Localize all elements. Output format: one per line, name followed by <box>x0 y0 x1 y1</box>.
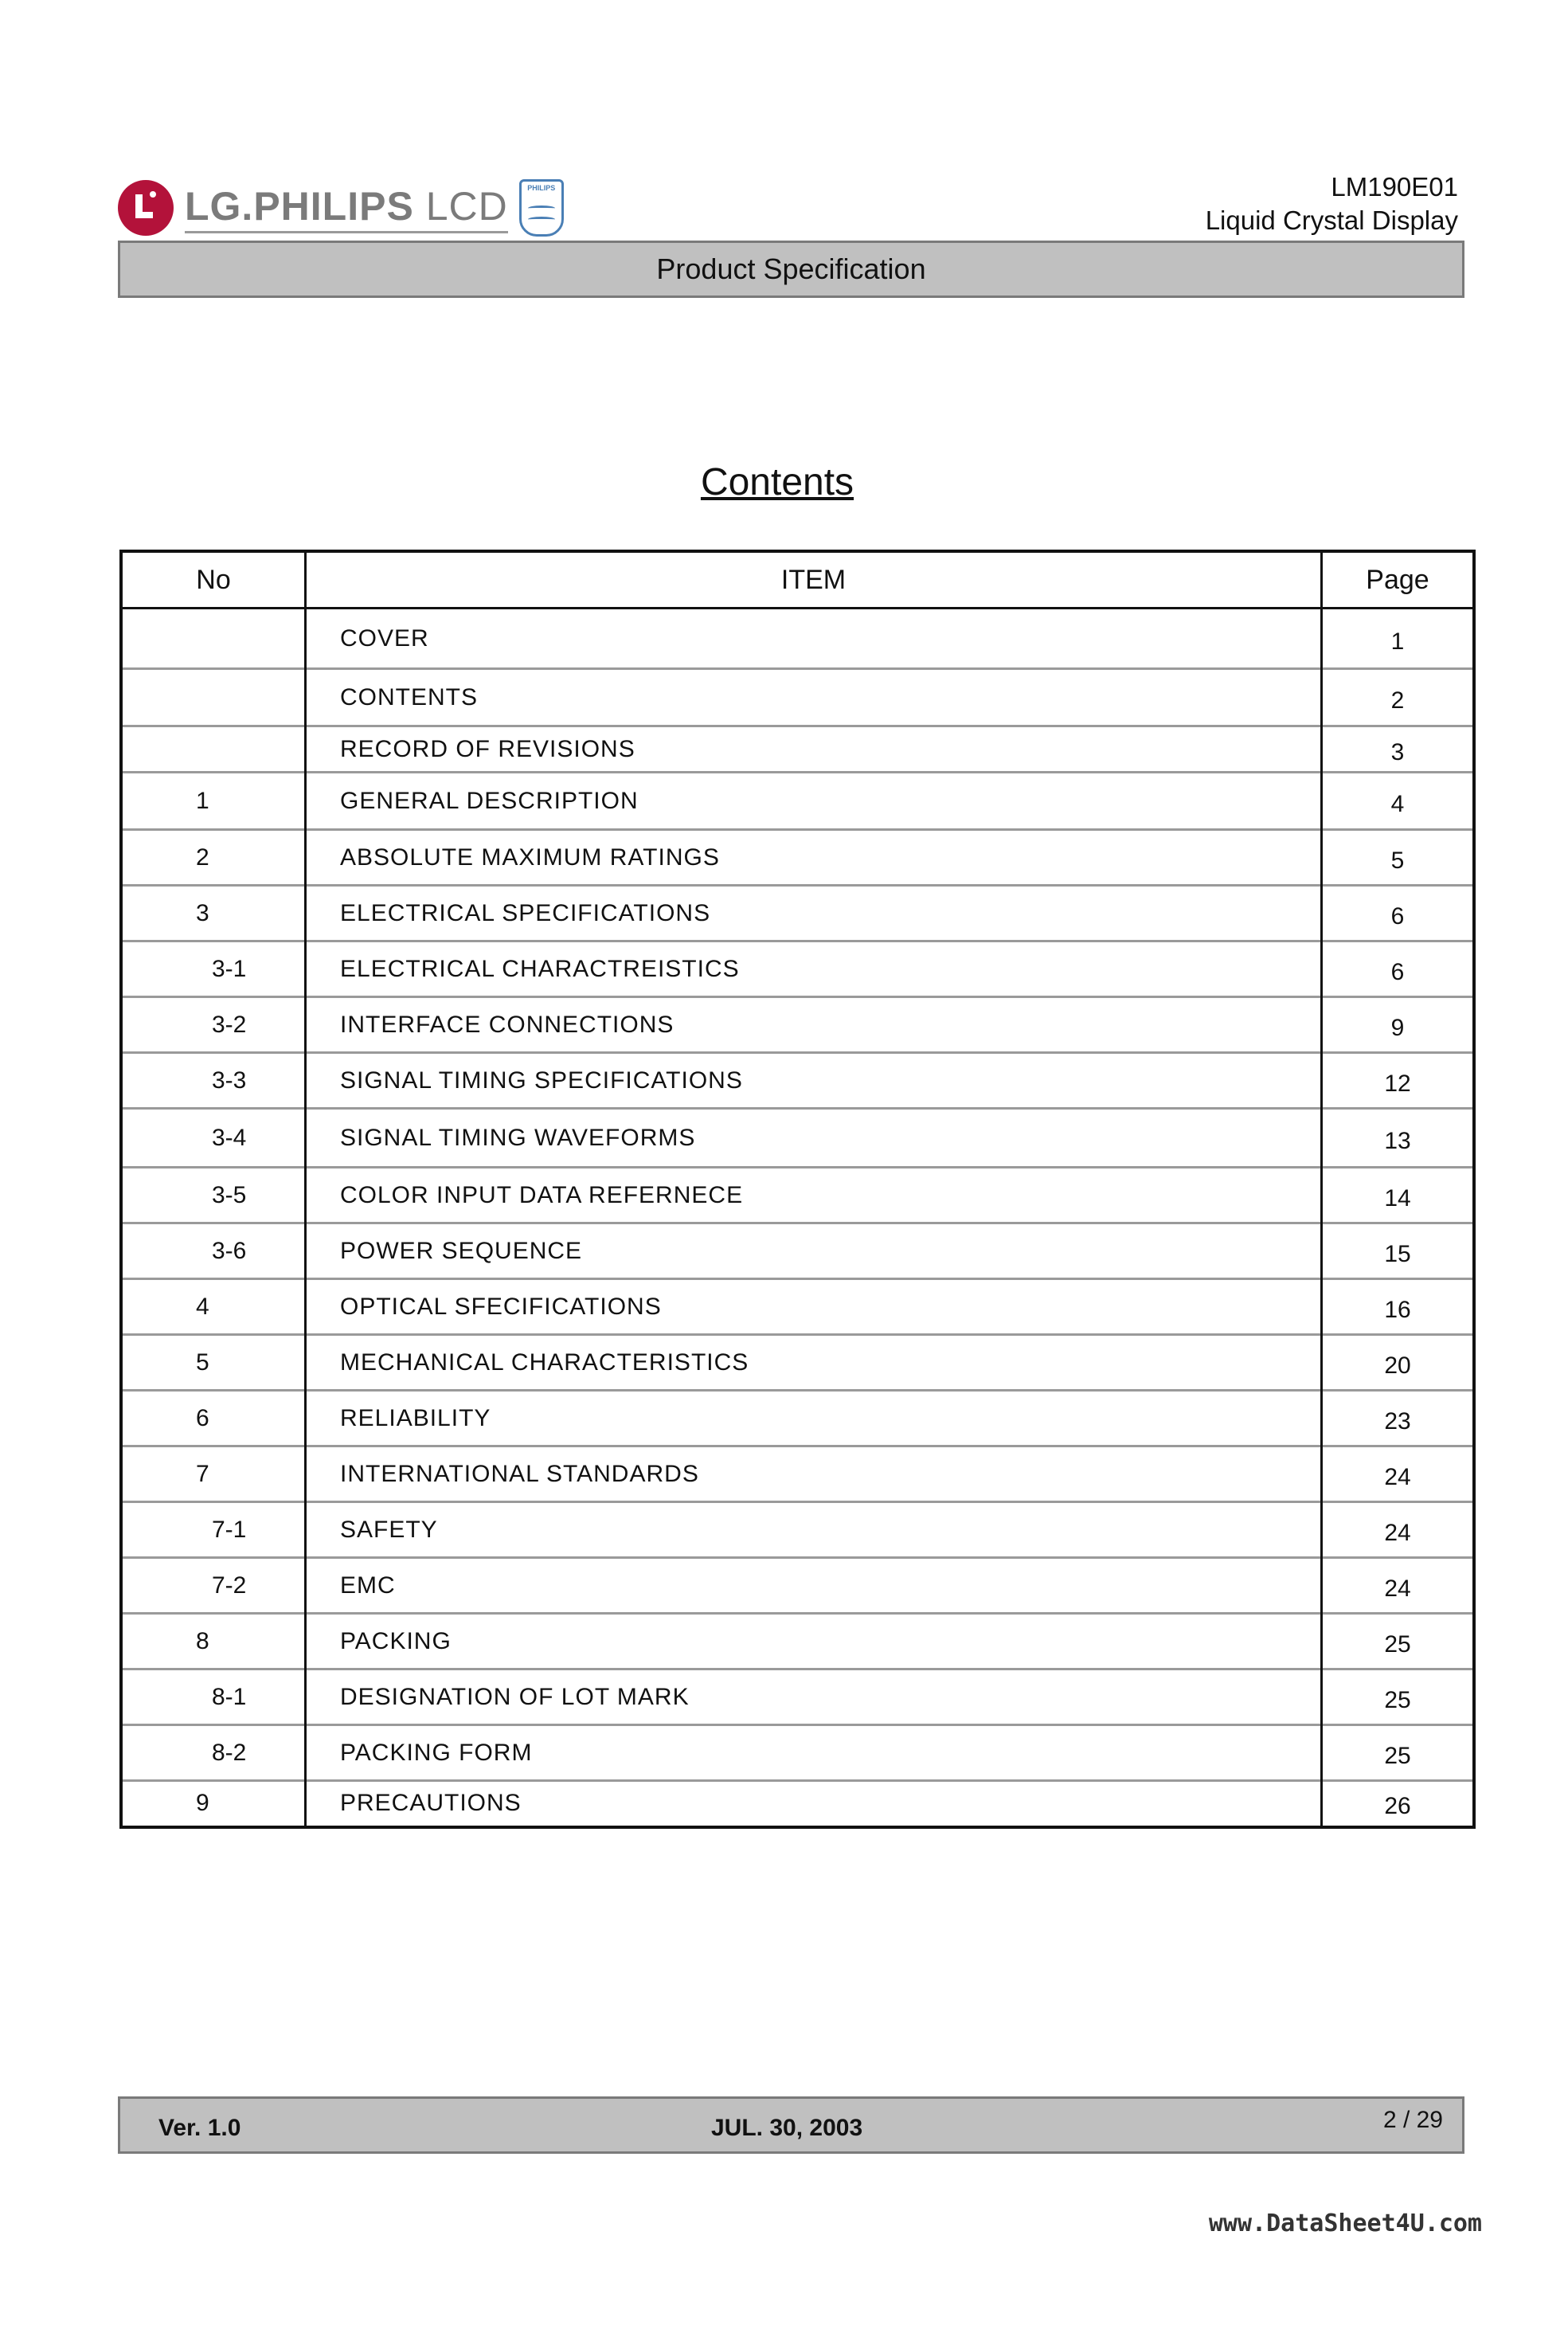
table-row <box>121 669 1474 726</box>
logo-suffix: LCD <box>425 183 508 229</box>
page-indicator: 2 / 29 <box>1382 2107 1443 2133</box>
product-type: Liquid Crystal Display <box>1205 206 1458 235</box>
row-page: 16 <box>1322 1279 1475 1335</box>
row-number: 3-5 <box>121 1168 306 1223</box>
row-item: INTERNATIONAL STANDARDS <box>306 1446 1322 1502</box>
row-page: 25 <box>1322 1725 1475 1781</box>
row-page: 6 <box>1322 886 1475 941</box>
row-item: ABSOLUTE MAXIMUM RATINGS <box>306 830 1322 886</box>
row-item: MECHANICAL CHARACTERISTICS <box>306 1335 1322 1391</box>
row-number: 3 <box>121 886 306 941</box>
row-number: 1 <box>121 773 306 830</box>
row-number: 4 <box>121 1279 306 1335</box>
row-item: ELECTRICAL SPECIFICATIONS <box>306 886 1322 941</box>
row-page: 3 <box>1322 726 1475 773</box>
philips-shield-icon <box>519 179 564 237</box>
row-item: COLOR INPUT DATA REFERNECE <box>306 1168 1322 1223</box>
logo-wordmark <box>185 183 508 233</box>
row-item: ELECTRICAL CHARACTREISTICS <box>306 941 1322 997</box>
row-item: SIGNAL TIMING SPECIFICATIONS <box>306 1053 1322 1109</box>
row-number: 3-1 <box>121 941 306 997</box>
row-number: 8-2 <box>121 1725 306 1781</box>
row-page: 23 <box>1322 1391 1475 1446</box>
row-page: 15 <box>1322 1223 1475 1279</box>
version-label: Ver. 1.0 <box>158 2115 241 2141</box>
row-page: 24 <box>1322 1446 1475 1502</box>
row-item: INTERFACE CONNECTIONS <box>306 997 1322 1053</box>
row-number: 7-1 <box>121 1502 306 1558</box>
table-header-row <box>121 551 1474 609</box>
row-item: RELIABILITY <box>306 1391 1322 1446</box>
row-page: 25 <box>1322 1669 1475 1725</box>
row-item: EMC <box>306 1558 1322 1614</box>
row-page: 24 <box>1322 1558 1475 1614</box>
table-row <box>121 1502 1474 1558</box>
table-row <box>121 609 1474 669</box>
row-page: 5 <box>1322 830 1475 886</box>
page-title: Contents <box>700 461 854 503</box>
row-item: RECORD OF REVISIONS <box>306 726 1322 773</box>
row-item: CONTENTS <box>306 669 1322 726</box>
table-row <box>121 997 1474 1053</box>
table-body <box>121 609 1474 1827</box>
table-row <box>121 1335 1474 1391</box>
table-row <box>121 1614 1474 1669</box>
table-row <box>121 1725 1474 1781</box>
shield-text: PHILIPS <box>527 184 556 192</box>
row-number <box>121 726 306 773</box>
table-row <box>121 941 1474 997</box>
row-number: 7 <box>121 1446 306 1502</box>
header-page: Page <box>1322 551 1475 609</box>
row-page: 9 <box>1322 997 1475 1053</box>
table-row <box>121 1053 1474 1109</box>
row-number <box>121 669 306 726</box>
table-row <box>121 830 1474 886</box>
row-item: OPTICAL SFECIFICATIONS <box>306 1279 1322 1335</box>
row-number: 3-2 <box>121 997 306 1053</box>
row-page: 24 <box>1322 1502 1475 1558</box>
row-item: DESIGNATION OF LOT MARK <box>306 1669 1322 1725</box>
header-no: No <box>121 551 306 609</box>
row-page: 12 <box>1322 1053 1475 1109</box>
model-number: LM190E01 <box>1331 172 1458 202</box>
table-row <box>121 1279 1474 1335</box>
row-page: 14 <box>1322 1168 1475 1223</box>
row-number: 7-2 <box>121 1558 306 1614</box>
row-item: PACKING FORM <box>306 1725 1322 1781</box>
company-logo <box>118 174 564 242</box>
date-label: JUL. 30, 2003 <box>711 2115 863 2141</box>
row-number: 3-4 <box>121 1109 306 1168</box>
row-number: 3-6 <box>121 1223 306 1279</box>
table-row <box>121 1446 1474 1502</box>
header-band <box>118 241 1464 298</box>
row-page: 2 <box>1322 669 1475 726</box>
row-item: SAFETY <box>306 1502 1322 1558</box>
contents-table <box>119 550 1476 1829</box>
footer-band <box>118 2096 1464 2154</box>
table-row <box>121 1781 1474 1827</box>
row-number: 3-3 <box>121 1053 306 1109</box>
table-row <box>121 1391 1474 1446</box>
row-item: SIGNAL TIMING WAVEFORMS <box>306 1109 1322 1168</box>
row-number: 6 <box>121 1391 306 1446</box>
row-number: 5 <box>121 1335 306 1391</box>
row-item: COVER <box>306 609 1322 669</box>
table-row <box>121 773 1474 830</box>
table-row <box>121 886 1474 941</box>
row-number: 9 <box>121 1781 306 1827</box>
row-page: 26 <box>1322 1781 1475 1827</box>
logo-text: LG.PHILIPS <box>185 183 414 229</box>
row-page: 6 <box>1322 941 1475 997</box>
row-item: PRECAUTIONS <box>306 1781 1322 1827</box>
row-page: 13 <box>1322 1109 1475 1168</box>
row-page: 20 <box>1322 1335 1475 1391</box>
row-number: 2 <box>121 830 306 886</box>
row-item: PACKING <box>306 1614 1322 1669</box>
row-page: 4 <box>1322 773 1475 830</box>
row-page: 25 <box>1322 1614 1475 1669</box>
row-item: GENERAL DESCRIPTION <box>306 773 1322 830</box>
lg-face-icon <box>118 180 174 236</box>
table-row <box>121 726 1474 773</box>
table-row <box>121 1558 1474 1614</box>
table-row <box>121 1168 1474 1223</box>
band-title: Product Specification <box>656 252 926 285</box>
row-number: 8-1 <box>121 1669 306 1725</box>
row-number <box>121 609 306 669</box>
watermark-text: www.DataSheet4U.com <box>1208 2210 1482 2237</box>
table-row <box>121 1109 1474 1168</box>
row-page: 1 <box>1390 628 1405 655</box>
header-item: ITEM <box>306 551 1322 609</box>
table-row <box>121 1223 1474 1279</box>
header-product-info <box>1206 170 1458 237</box>
row-number: 8 <box>121 1614 306 1669</box>
row-item: POWER SEQUENCE <box>306 1223 1322 1279</box>
table-row <box>121 1669 1474 1725</box>
